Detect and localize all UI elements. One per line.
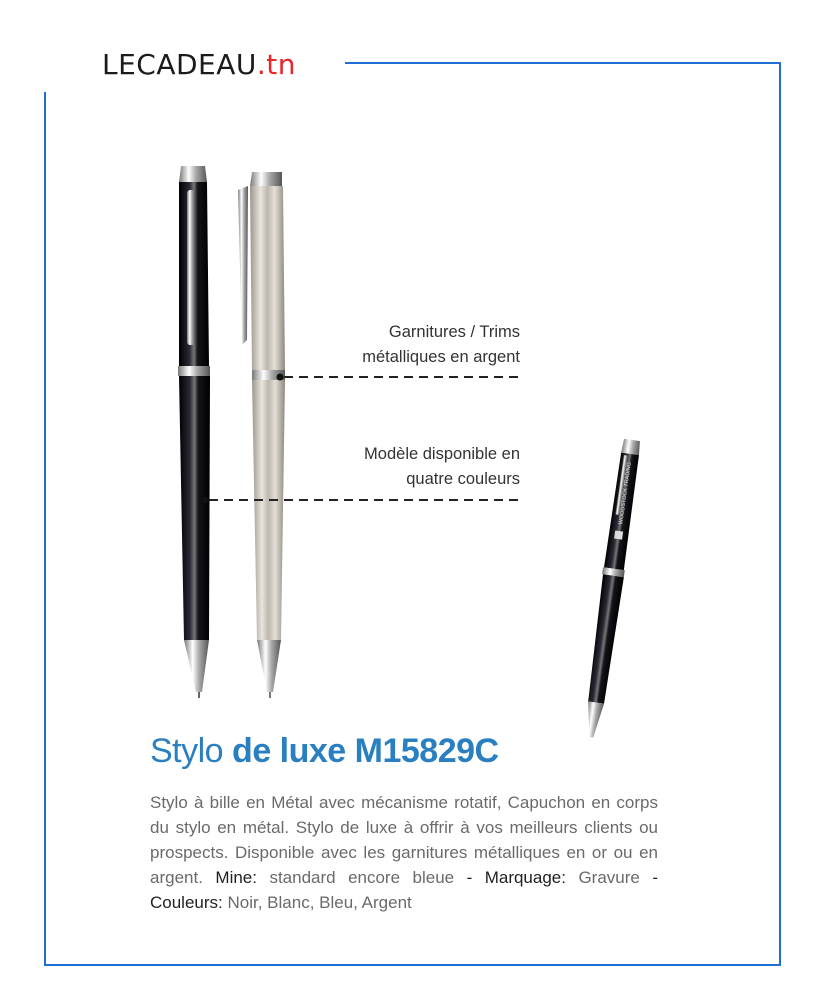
- spec-value-marquage: Gravure: [578, 868, 640, 887]
- engraving-text: WOODSTOCK TRADING: [618, 461, 633, 525]
- description-intro: Stylo à bille en Métal avec mécanisme rotatif, Capuchon en corps du stylo en métal. Stylo de luxe à offrir à vos meilleurs clients ou prospects. Disponible avec les garnitures métalliques en or ou en argent.: [150, 793, 658, 887]
- engraved-pen-image: [579, 438, 643, 738]
- callout-colors-line1: Modèle disponible en: [364, 445, 520, 463]
- spec-key-mine: Mine:: [215, 868, 257, 887]
- spec-sep-marquage: -: [639, 868, 658, 887]
- product-description: [150, 790, 658, 915]
- product-title: [150, 732, 499, 771]
- brand-tld: .tn: [256, 48, 297, 81]
- product-title-bold: de luxe M15829C: [232, 732, 499, 770]
- brand-name: LECADEAU: [102, 48, 257, 81]
- callout-trims-line2: métalliques en argent: [362, 348, 520, 366]
- spec-key-couleurs: Couleurs:: [150, 893, 223, 912]
- spec-value-mine: standard encore bleue: [269, 868, 455, 887]
- spec-sep-mine: -: [454, 868, 485, 887]
- black-pen-image: [178, 166, 210, 698]
- callout-colors: [300, 442, 520, 492]
- callout-trims-line1: Garnitures / Trims: [388, 323, 520, 341]
- spec-key-marquage: Marquage:: [484, 868, 566, 887]
- callout-line-colors: [202, 497, 521, 504]
- callout-colors-line2: quatre couleurs: [406, 470, 520, 488]
- callout-trims: [300, 320, 520, 370]
- product-title-light: Stylo: [150, 732, 233, 770]
- spec-value-couleurs: Noir, Blanc, Bleu, Argent: [227, 893, 412, 912]
- callout-line-trims: [277, 374, 521, 381]
- silver-pen-image: [238, 172, 285, 698]
